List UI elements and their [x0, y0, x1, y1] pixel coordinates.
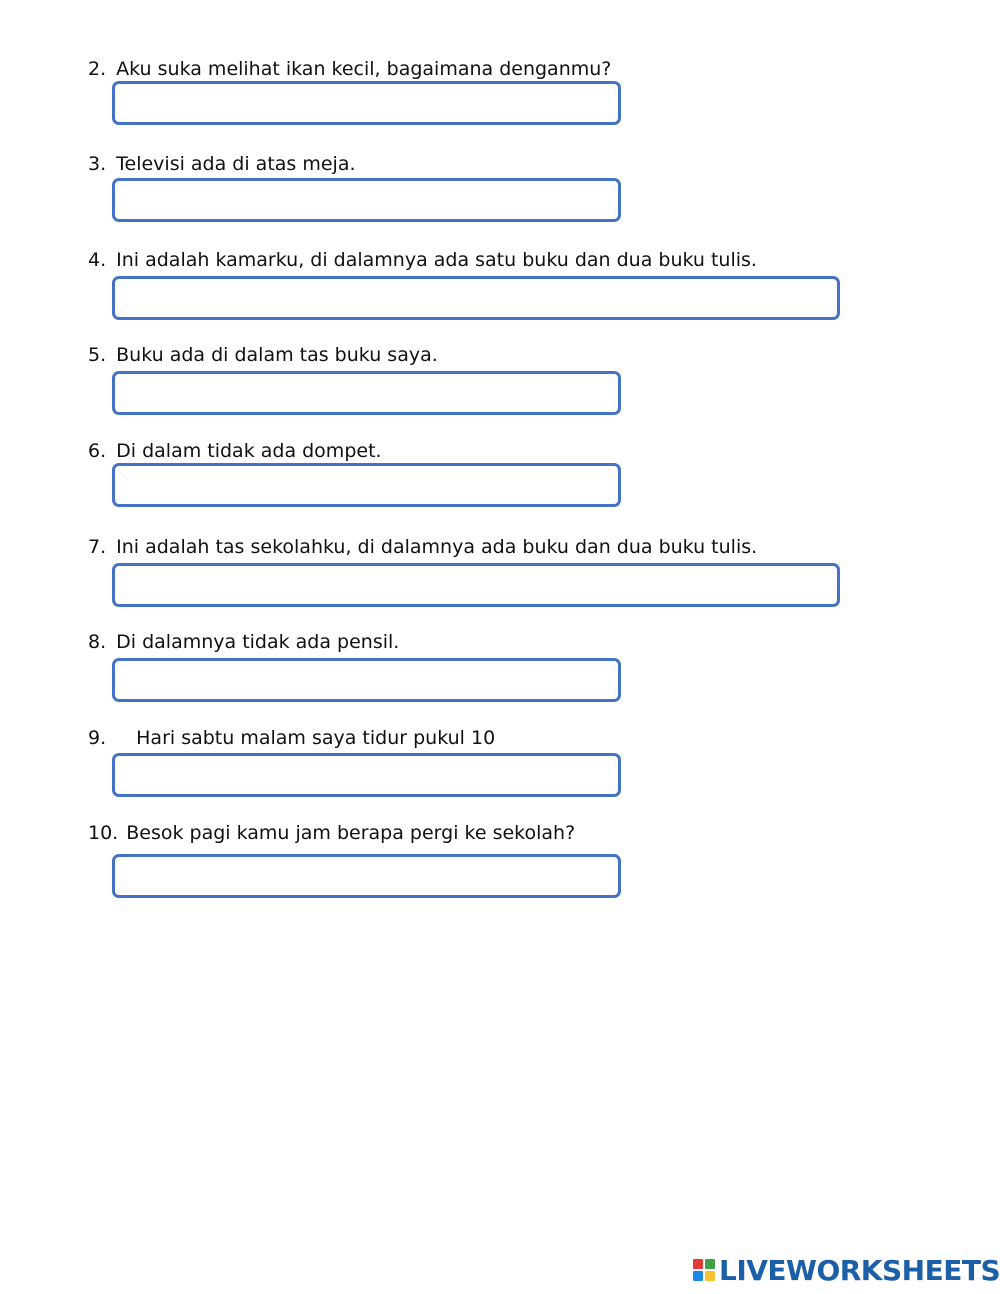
- question-number: 4.: [88, 249, 107, 271]
- question-text: Aku suka melihat ikan kecil, bagaimana denganmu?: [116, 58, 612, 80]
- question-text: Di dalamnya tidak ada pensil.: [116, 631, 400, 653]
- question-text: Ini adalah tas sekolahku, di dalamnya ada buku dan dua buku tulis.: [116, 536, 758, 558]
- answer-input-9[interactable]: [112, 753, 621, 797]
- question-text: Ini adalah kamarku, di dalamnya ada satu buku dan dua buku tulis.: [116, 249, 757, 271]
- answer-input-4[interactable]: [112, 276, 840, 320]
- answer-input-3[interactable]: [112, 178, 621, 222]
- question-text: Televisi ada di atas meja.: [116, 153, 356, 175]
- liveworksheets-logo-icon: [693, 1259, 715, 1281]
- question-text: Hari sabtu malam saya tidur pukul 10: [136, 727, 496, 749]
- answer-input-8[interactable]: [112, 658, 621, 702]
- question-2: [88, 57, 611, 81]
- question-text: Besok pagi kamu jam berapa pergi ke sekolah?: [126, 822, 576, 844]
- question-number: 6.: [88, 440, 107, 462]
- question-text: Buku ada di dalam tas buku saya.: [116, 344, 438, 366]
- question-number: 7.: [88, 536, 107, 558]
- question-number: 10.: [88, 822, 119, 844]
- question-6: [88, 439, 382, 463]
- question-5: [88, 343, 438, 367]
- answer-input-10[interactable]: [112, 854, 621, 898]
- question-7: [88, 535, 757, 559]
- question-8: [88, 630, 399, 654]
- question-number: 3.: [88, 153, 107, 175]
- question-number: 9.: [88, 727, 107, 749]
- question-3: [88, 152, 356, 176]
- question-number: 5.: [88, 344, 107, 366]
- answer-input-6[interactable]: [112, 463, 621, 507]
- brand-name: LIVEWORKSHEETS: [719, 1253, 1000, 1287]
- question-number: 2.: [88, 58, 107, 80]
- question-9: [88, 726, 495, 750]
- question-10: [88, 821, 575, 845]
- answer-input-5[interactable]: [112, 371, 621, 415]
- answer-input-7[interactable]: [112, 563, 840, 607]
- question-4: [88, 248, 757, 272]
- question-text: Di dalam tidak ada dompet.: [116, 440, 382, 462]
- liveworksheets-brand: [693, 1254, 1000, 1286]
- answer-input-2[interactable]: [112, 81, 621, 125]
- question-number: 8.: [88, 631, 107, 653]
